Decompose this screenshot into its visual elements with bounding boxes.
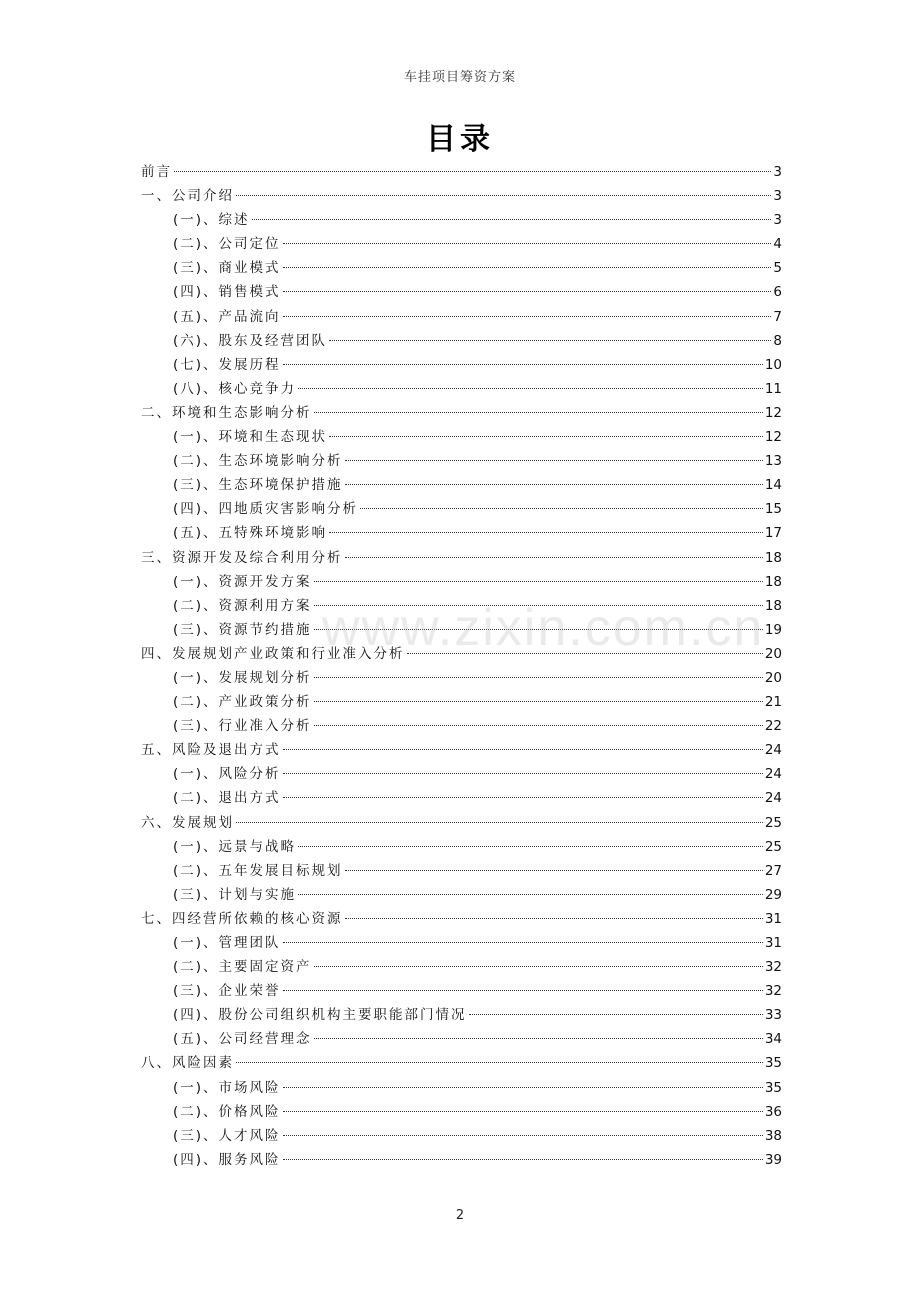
toc-entry-label: (三)、企业荣誉 (173, 983, 281, 1000)
toc-dot-leader (283, 316, 772, 317)
toc-entry-page: 20 (764, 669, 782, 686)
toc-entry-label: (二)、五年发展目标规划 (173, 862, 343, 879)
toc-dot-leader (314, 629, 763, 630)
toc-chapter-entry[interactable] (141, 738, 782, 762)
toc-entry-page: 3 (773, 212, 782, 229)
toc-dot-leader (469, 1014, 763, 1015)
toc-entry-label: 三、资源开发及综合利用分析 (141, 549, 343, 566)
toc-entry-label: (三)、商业模式 (173, 260, 281, 277)
toc-section-entry[interactable] (141, 979, 782, 1003)
toc-dot-leader (345, 918, 763, 919)
toc-entry-label: 一、公司介绍 (141, 188, 234, 205)
toc-dot-leader (283, 243, 772, 244)
toc-entry-label: (三)、人才风险 (173, 1127, 281, 1144)
toc-entry-label: (二)、生态环境影响分析 (173, 453, 343, 470)
toc-section-entry[interactable] (141, 883, 782, 907)
toc-section-entry[interactable] (141, 570, 782, 594)
toc-dot-leader (283, 1159, 763, 1160)
toc-entry-label: (二)、资源利用方案 (173, 597, 312, 614)
toc-section-entry[interactable] (141, 1027, 782, 1051)
toc-entry-label: (三)、生态环境保护措施 (173, 477, 343, 494)
toc-entry-page: 10 (764, 356, 782, 373)
toc-entry-label: 二、环境和生态影响分析 (141, 404, 312, 421)
toc-dot-leader (298, 894, 763, 895)
toc-entry-page: 12 (764, 429, 782, 446)
toc-entry-page: 15 (764, 501, 782, 518)
toc-chapter-entry[interactable] (141, 907, 782, 931)
toc-section-entry[interactable] (141, 280, 782, 304)
toc-entry-page: 36 (764, 1103, 782, 1120)
toc-entry-label: (四)、销售模式 (173, 284, 281, 301)
toc-entry-page: 25 (764, 838, 782, 855)
toc-dot-leader (329, 436, 763, 437)
toc-entry-label: 六、发展规划 (141, 814, 234, 831)
toc-section-entry[interactable] (141, 1076, 782, 1100)
toc-entry-page: 27 (764, 862, 782, 879)
toc-entry-page: 5 (773, 260, 782, 277)
toc-entry-page: 7 (773, 308, 782, 325)
toc-section-entry[interactable] (141, 329, 782, 353)
toc-section-entry[interactable] (141, 666, 782, 690)
toc-entry-page: 35 (764, 1055, 782, 1072)
toc-entry-label: (四)、四地质灾害影响分析 (173, 501, 359, 518)
toc-entry-page: 11 (764, 380, 782, 397)
toc-dot-leader (314, 605, 763, 606)
toc-entry-page: 38 (764, 1127, 782, 1144)
toc-dot-leader (314, 725, 763, 726)
toc-entry-page: 21 (764, 694, 782, 711)
toc-dot-leader (329, 340, 771, 341)
toc-dot-leader (283, 773, 763, 774)
toc-entry-page: 34 (764, 1031, 782, 1048)
toc-entry-page: 24 (764, 742, 782, 759)
toc-entry-page: 8 (773, 332, 782, 349)
toc-entry-page: 20 (764, 645, 782, 662)
toc-entry-label: (三)、行业准入分析 (173, 718, 312, 735)
toc-section-entry[interactable] (141, 1148, 782, 1172)
toc-section-entry[interactable] (141, 955, 782, 979)
toc-entry-page: 24 (764, 766, 782, 783)
toc-dot-leader (283, 1111, 763, 1112)
toc-chapter-entry[interactable] (141, 642, 782, 666)
toc-dot-leader (314, 1038, 763, 1039)
toc-dot-leader (283, 942, 763, 943)
toc-entry-label: 八、风险因素 (141, 1055, 234, 1072)
toc-dot-leader (345, 460, 763, 461)
toc-entry-label: 四、发展规划产业政策和行业准入分析 (141, 645, 405, 662)
toc-entry-label: (二)、产业政策分析 (173, 694, 312, 711)
toc-entry-page: 25 (764, 814, 782, 831)
toc-chapter-entry[interactable] (141, 401, 782, 425)
toc-dot-leader (283, 797, 763, 798)
toc-dot-leader (283, 749, 763, 750)
toc-section-entry[interactable] (141, 425, 782, 449)
toc-entry-label: (一)、远景与战略 (173, 838, 297, 855)
toc-section-entry[interactable] (141, 594, 782, 618)
toc-entry-page: 22 (764, 718, 782, 735)
toc-entry-page: 39 (764, 1151, 782, 1168)
toc-entry-label: (一)、管理团队 (173, 935, 281, 951)
toc-chapter-entry[interactable] (141, 184, 782, 208)
toc-section-entry[interactable] (141, 835, 782, 859)
toc-section-entry[interactable] (141, 305, 782, 329)
toc-entry-label: (一)、资源开发方案 (173, 573, 312, 590)
toc-dot-leader (283, 364, 763, 365)
toc-dot-leader (298, 388, 763, 389)
toc-dot-leader (236, 822, 763, 823)
toc-section-entry[interactable] (141, 618, 782, 642)
toc-entry-page: 3 (773, 188, 782, 205)
toc-section-entry[interactable] (141, 859, 782, 883)
toc-dot-leader (314, 677, 763, 678)
toc-section-entry[interactable] (141, 256, 782, 280)
toc-dot-leader (174, 171, 771, 172)
toc-entry-page: 18 (764, 549, 782, 566)
toc-entry-page: 31 (764, 910, 782, 927)
toc-section-entry[interactable] (141, 690, 782, 714)
toc-dot-leader (314, 701, 763, 702)
toc-dot-leader (314, 966, 763, 967)
toc-chapter-entry[interactable] (141, 811, 782, 835)
toc-section-entry[interactable] (141, 497, 782, 521)
toc-entry-page: 3 (773, 164, 782, 180)
toc-entry-page: 35 (764, 1079, 782, 1096)
toc-dot-leader (314, 412, 763, 413)
toc-entry-label: (二)、价格风险 (173, 1103, 281, 1120)
toc-chapter-entry[interactable] (141, 1051, 782, 1075)
toc-chapter-entry[interactable] (141, 160, 782, 184)
toc-dot-leader (283, 990, 763, 991)
toc-entry-label: (二)、主要固定资产 (173, 959, 312, 976)
toc-section-entry[interactable] (141, 762, 782, 786)
toc-entry-label: (一)、综述 (173, 212, 250, 229)
toc-entry-page: 17 (764, 525, 782, 542)
toc-entry-page: 31 (764, 935, 782, 951)
toc-entry-label: 五、风险及退出方式 (141, 742, 281, 759)
toc-dot-leader (360, 508, 763, 509)
toc-entry-label: (五)、五特殊环境影响 (173, 525, 328, 542)
toc-dot-leader (407, 653, 763, 654)
toc-entry-page: 18 (764, 573, 782, 590)
toc-section-entry[interactable] (141, 786, 782, 810)
toc-entry-page: 19 (764, 621, 782, 638)
toc-dot-leader (283, 1135, 763, 1136)
toc-entry-page: 12 (764, 404, 782, 421)
toc-section-entry[interactable] (141, 473, 782, 497)
toc-dot-leader (345, 557, 763, 558)
watermark: www.zixin.com.cn (322, 599, 765, 657)
toc-section-entry[interactable] (141, 1124, 782, 1148)
toc-entry-page: 32 (764, 959, 782, 976)
toc-title: 目录 (426, 122, 494, 157)
toc-entry-page: 18 (764, 597, 782, 614)
toc-section-entry[interactable] (141, 449, 782, 473)
toc-dot-leader (298, 846, 763, 847)
toc-entry-label: (一)、发展规划分析 (173, 669, 312, 686)
toc-entry-page: 4 (773, 236, 782, 253)
toc-entry-page: 32 (764, 983, 782, 1000)
toc-entry-label: (五)、公司经营理念 (173, 1031, 312, 1048)
toc-section-entry[interactable] (141, 353, 782, 377)
page-header: 车挂项目筹资方案 (403, 70, 516, 85)
toc-dot-leader (283, 291, 772, 292)
toc-section-entry[interactable] (141, 521, 782, 545)
toc-entry-label: (二)、退出方式 (173, 790, 281, 807)
toc-dot-leader (329, 532, 763, 533)
toc-dot-leader (252, 219, 772, 220)
toc-section-entry[interactable] (141, 1003, 782, 1027)
toc-dot-leader (345, 484, 763, 485)
toc-dot-leader (345, 870, 763, 871)
toc-entry-page: 29 (764, 886, 782, 903)
page-number: 2 (455, 1208, 465, 1223)
toc-entry-label: (二)、公司定位 (173, 236, 281, 253)
toc-section-entry[interactable] (141, 232, 782, 256)
toc-entry-label: (一)、市场风险 (173, 1079, 281, 1096)
toc-entry-label: (四)、服务风险 (173, 1151, 281, 1168)
toc-section-entry[interactable] (141, 208, 782, 232)
toc-entry-label: (四)、股份公司组织机构主要职能部门情况 (173, 1007, 467, 1024)
toc-entry-page: 6 (773, 284, 782, 301)
toc-dot-leader (236, 1062, 763, 1063)
toc-entry-label: (三)、计划与实施 (173, 886, 297, 903)
toc-entry-label: (一)、环境和生态现状 (173, 429, 328, 446)
toc-section-entry[interactable] (141, 931, 782, 955)
toc-entry-label: (八)、核心竞争力 (173, 380, 297, 397)
toc-chapter-entry[interactable] (141, 546, 782, 570)
toc-entry-label: (一)、风险分析 (173, 766, 281, 783)
toc-entry-label: (六)、股东及经营团队 (173, 332, 328, 349)
toc-section-entry[interactable] (141, 1100, 782, 1124)
toc-section-entry[interactable] (141, 377, 782, 401)
toc-entry-label: (五)、产品流向 (173, 308, 281, 325)
table-of-contents (141, 160, 782, 1172)
toc-section-entry[interactable] (141, 714, 782, 738)
toc-dot-leader (283, 267, 772, 268)
toc-entry-label: 前言 (141, 164, 172, 180)
toc-entry-label: 七、四经营所依赖的核心资源 (141, 910, 343, 927)
toc-dot-leader (314, 581, 763, 582)
toc-entry-page: 33 (764, 1007, 782, 1024)
toc-entry-page: 24 (764, 790, 782, 807)
toc-entry-page: 13 (764, 453, 782, 470)
toc-dot-leader (283, 1087, 763, 1088)
toc-entry-label: (七)、发展历程 (173, 356, 281, 373)
toc-dot-leader (236, 195, 771, 196)
toc-entry-page: 14 (764, 477, 782, 494)
toc-entry-label: (三)、资源节约措施 (173, 621, 312, 638)
